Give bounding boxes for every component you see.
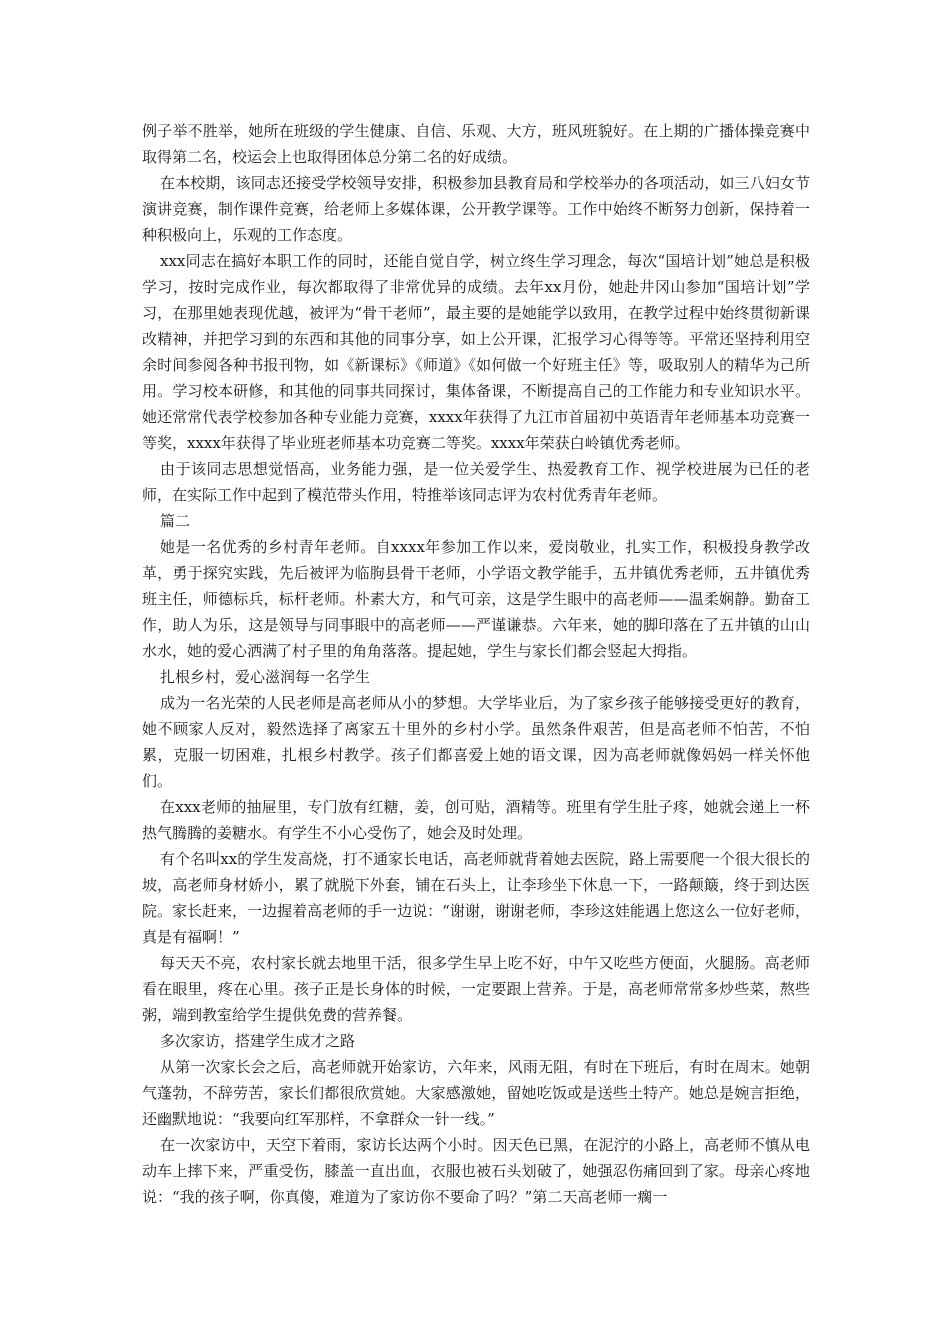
section-heading: 扎根乡村，爱心滋润每一名学生 [160, 668, 371, 686]
section-heading: 多次家访，搭建学生成才之路 [160, 1032, 356, 1050]
paragraph: 在一次家访中，天空下着雨，家访长达两个小时。因天色已黑，在泥泞的小路上，高老师不慎从电动车上摔下来，严重受伤，膝盖一直出血，衣服也被石头划破了，她强忍伤痛回到了家。母亲心疼地说：“我的孩子啊，你真傻，难道为了家访你不要命了吗？”第二天高老师一瘸一 [142, 1136, 810, 1206]
paragraph: 从第一次家长会之后，高老师就开始家访，六年来，风雨无阻，有时在下班后，有时在周末。她朝气蓬勃，不辞劳苦，家长们都很欣赏她。大家感激她，留她吃饭或是送些土特产。她总是婉言拒绝，还幽默地说：“我要向红军那样，不拿群众一针一线。” [142, 1058, 810, 1128]
paragraph: 例子举不胜举，她所在班级的学生健康、自信、乐观、大方，班风班貌好。在上期的广播体操竞赛中取得第二名，校运会上也取得团体总分第二名的好成绩。 [142, 122, 810, 166]
paragraph: xxx同志在搞好本职工作的同时，还能自觉自学，树立终生学习理念，每次“国培计划”她总是积极学习，按时完成作业，每次都取得了非常优异的成绩。去年xx月份，她赴井冈山参加“国培计划”学习，在那里她表现优越，被评为“骨干老师”，最主要的是她能学以致用，在教学过程中始终贯彻新课改精神，并把学习到的东西和其他的同事分享，如上公开课，汇报学习心得等等。平常还坚持利用空余时间参阅各种书报刊物，如《新课标》《师道》《如何做一个好班主任》等，吸取别人的精华为己所用。学习校本研修，和其他的同事共同探讨，集体备课，不断提高自己的工作能力和专业知识水平。她还常常代表学校参加各种专业能力竞赛，xxxx年获得了九江市首届初中英语青年老师基本功竞赛一等奖，xxxx年获得了毕业班老师基本功竞赛二等奖。xxxx年荣获白岭镇优秀老师。 [142, 252, 810, 452]
paragraph: 由于该同志思想觉悟高，业务能力强，是一位关爱学生、热爱教育工作、视学校进展为已任的老师，在实际工作中起到了模范带头作用，特推举该同志评为农村优秀青年老师。 [142, 460, 810, 504]
paragraph: 在本校期，该同志还接受学校领导安排，积极参加县教育局和学校举办的各项活动，如三八妇女节演讲竞赛，制作课件竞赛，给老师上多媒体课，公开教学课等。工作中始终不断努力创新，保持着一种积极向上，乐观的工作态度。 [142, 174, 810, 244]
paragraph: 她是一名优秀的乡村青年老师。自xxxx年参加工作以来，爱岗敬业，扎实工作，积极投身教学改革，勇于探究实践，先后被评为临朐县骨干老师，小学语文教学能手，五井镇优秀老师，五井镇优秀班主任，师德标兵，标杆老师。朴素大方，和气可亲，这是学生眼中的高老师——温柔娴静。勤奋工作，助人为乐，这是领导与同事眼中的高老师——严谨谦恭。六年来，她的脚印落在了五井镇的山山水水，她的爱心洒满了村子里的角角落落。提起她，学生与家长们都会竖起大拇指。 [142, 538, 810, 660]
paragraph: 每天天不亮，农村家长就去地里干活，很多学生早上吃不好，中午又吃些方便面，火腿肠。高老师看在眼里，疼在心里。孩子正是长身体的时候，一定要跟上营养。于是，高老师常常多炒些菜，熬些粥，端到教室给学生提供免费的营养餐。 [142, 954, 810, 1024]
paragraph: 有个名叫xx的学生发高烧，打不通家长电话，高老师就背着她去医院，路上需要爬一个很大很长的坡，高老师身材娇小，累了就脱下外套，铺在石头上，让李珍坐下休息一下，一路颠簸，终于到达医院。家长赶来，一边握着高老师的手一边说：“谢谢，谢谢老师，李珍这娃能遇上您这么一位好老师，真是有福啊！” [142, 850, 810, 946]
document-page [142, 118, 810, 1210]
section-heading: 篇二 [160, 512, 191, 530]
paragraph: 成为一名光荣的人民老师是高老师从小的梦想。大学毕业后，为了家乡孩子能够接受更好的教育，她不顾家人反对，毅然选择了离家五十里外的乡村小学。虽然条件艰苦，但是高老师不怕苦，不怕累，克服一切困难，扎根乡村教学。孩子们都喜爱上她的语文课，因为高老师就像妈妈一样关怀他们。 [142, 694, 810, 790]
paragraph: 在xxx老师的抽屉里，专门放有红糖，姜，创可贴，酒精等。班里有学生肚子疼，她就会递上一杯热气腾腾的姜糖水。有学生不小心受伤了，她会及时处理。 [142, 798, 810, 842]
